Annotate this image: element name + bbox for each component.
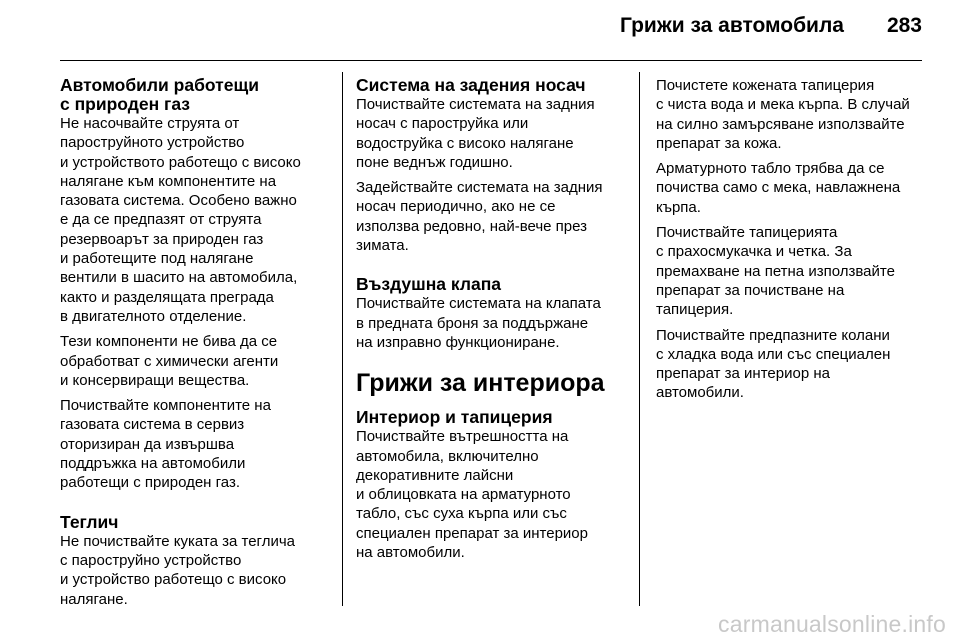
heading-interior-upholstery: Интериор и тапицерия: [356, 407, 553, 428]
paragraph-gas-2: Тези компоненти не бива да се обработват с химически агенти и консервиращи вещества.: [60, 333, 279, 389]
paragraph-interior: Почиствайте вътрешността на автомобила, включително декоративните лайсни и облицовката на арматурното табло, със суха кърпа или със специален препарат за интериор на автомобили.: [356, 428, 588, 562]
paragraph-air-flap: Почиствайте системата на клапата в предната броня за поддържане на изправно функциониране.: [356, 295, 601, 351]
paragraph-upholstery: Почиствайте тапицерията с прахосмукачка и четка. За премахване на петна използвайте препарат за почистване на тапицерия.: [656, 224, 895, 319]
header-rule: [60, 60, 922, 61]
column-1: [60, 76, 330, 615]
heading-rear-carrier: Система на задения носач: [356, 75, 586, 95]
paragraph-carrier-1: Почиствайте системата на задния носач с пароструйка или водоструйка с високо налягане поне веднъж годишно.: [356, 96, 595, 171]
heading-towbar: Теглич: [60, 511, 119, 532]
paragraph-seatbelts: Почиствайте предпазните колани с хладка вода или със специален препарат за интериор на автомобили.: [656, 326, 891, 402]
watermark: carmanualsonline.info: [718, 611, 946, 637]
column-divider-1: [342, 72, 343, 606]
column-2: [356, 76, 626, 568]
paragraph-carrier-2: Задействайте системата на задния носач периодично, ако не се използва редовно, най-вече през зимата.: [356, 179, 603, 255]
column-3: [656, 76, 926, 409]
column-divider-2: [639, 72, 640, 606]
page-number: 283: [886, 14, 922, 37]
paragraph-gas-3: Почиствайте компонентите на газовата система в сервиз оторизиран да извършва поддръжка на автомобили работещи с природен газ.: [60, 397, 271, 492]
heading-natural-gas: Автомобили работещи с природен газ: [60, 75, 259, 114]
paragraph-gas-1: Не насочвайте струята от пароструйното устройство и устройството работещо с високо налягане към компонентите на газовата система. Особено важно е да се предпазят от струята резервоарът за природен газ и работещите под налягане вентили в шасито на автомобила, както и разделящата преграда в двигателното отделение.: [60, 115, 301, 325]
page-title: Грижи за автомобила: [619, 14, 844, 37]
paragraph-dashboard: Арматурното табло трябва да се почиства само с мека, навлажнена кърпа.: [656, 160, 901, 216]
page-header: [60, 0, 922, 50]
heading-interior-care: Грижи за интериора: [356, 369, 605, 398]
heading-air-flap: Въздушна клапа: [356, 274, 502, 295]
paragraph-towbar: Не почиствайте куката за теглича с пароструйно устройство и устройство работещо с високо налягане.: [60, 532, 295, 608]
paragraph-leather: Почистете кожената тапицерия с чиста вода и мека кърпа. В случай на силно замърсяване използвайте препарат за кожа.: [656, 77, 910, 152]
